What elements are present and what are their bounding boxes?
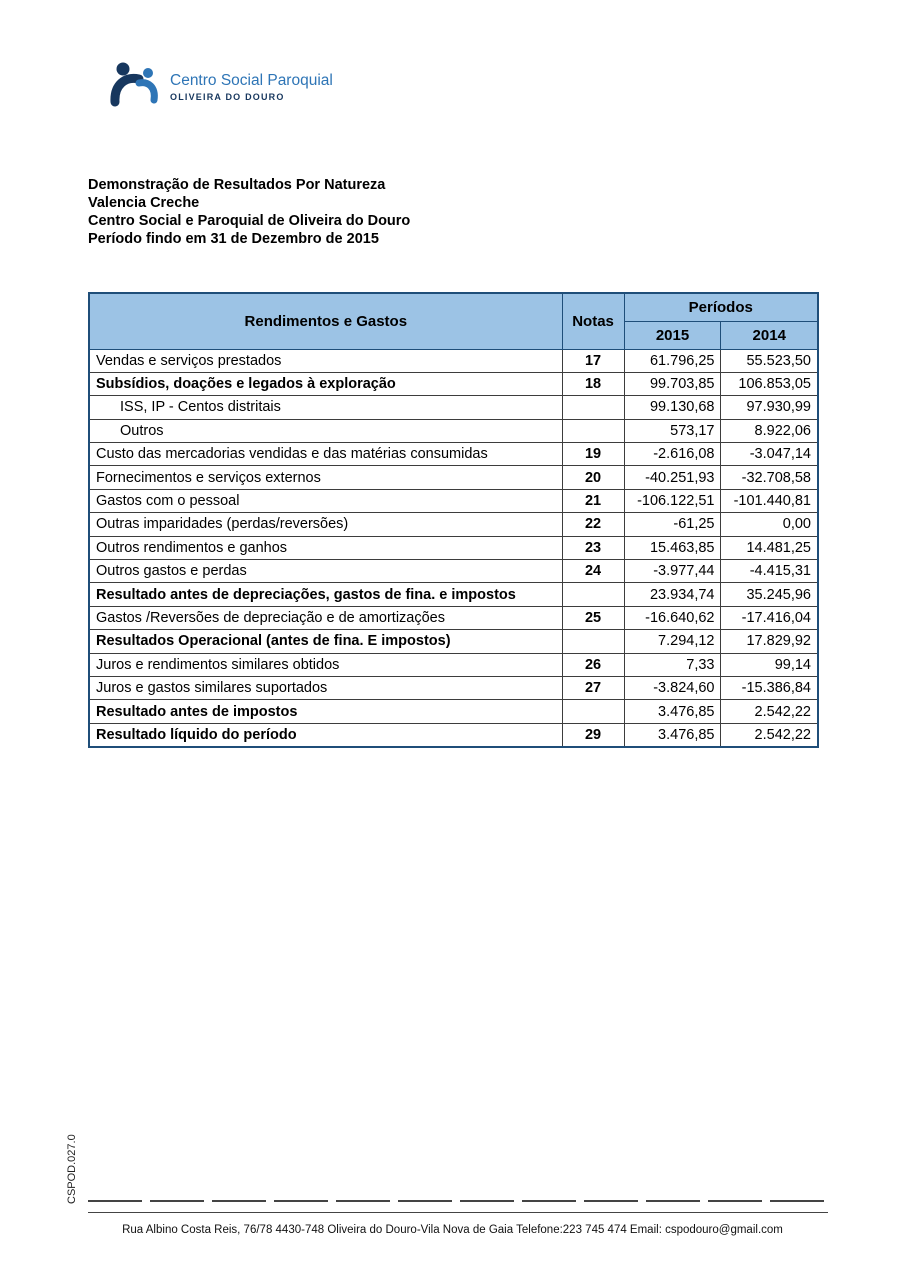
- row-label: Gastos com o pessoal: [89, 489, 562, 512]
- row-label: Outros gastos e perdas: [89, 560, 562, 583]
- row-value-2014: -3.047,14: [721, 443, 818, 466]
- table-row: [89, 630, 818, 653]
- report-title: Demonstração de Resultados Por Natureza: [88, 177, 386, 193]
- table-body: [89, 349, 818, 747]
- row-value-2015: -40.251,93: [624, 466, 721, 489]
- row-label: ISS, IP - Centos distritais: [89, 396, 562, 419]
- title-block: [88, 176, 410, 248]
- table-row: [89, 700, 818, 723]
- row-value-2014: 8.922,06: [721, 419, 818, 442]
- row-nota: 20: [562, 466, 624, 489]
- header-year-2015: 2015: [624, 321, 721, 349]
- row-label: Juros e rendimentos similares obtidos: [89, 653, 562, 676]
- table-row: [89, 653, 818, 676]
- row-label: Juros e gastos similares suportados: [89, 676, 562, 699]
- row-value-2014: 17.829,92: [721, 630, 818, 653]
- row-value-2015: 7,33: [624, 653, 721, 676]
- row-nota: [562, 583, 624, 606]
- row-nota: 24: [562, 560, 624, 583]
- row-label: Resultado antes de impostos: [89, 700, 562, 723]
- document-code: CSPOD.027.0: [66, 1134, 78, 1204]
- row-value-2014: 99,14: [721, 653, 818, 676]
- row-value-2015: -61,25: [624, 513, 721, 536]
- row-value-2014: -32.708,58: [721, 466, 818, 489]
- row-value-2014: -17.416,04: [721, 606, 818, 629]
- row-value-2015: 573,17: [624, 419, 721, 442]
- row-label: Fornecimentos e serviços externos: [89, 466, 562, 489]
- row-value-2015: -16.640,62: [624, 606, 721, 629]
- header-periodos: Períodos: [624, 293, 818, 321]
- row-value-2015: 61.796,25: [624, 349, 721, 372]
- table-row: [89, 443, 818, 466]
- row-label: Resultados Operacional (antes de fina. E impostos): [89, 630, 562, 653]
- footer-address: Rua Albino Costa Reis, 76/78 4430-748 Oliveira do Douro-Vila Nova de Gaia Telefone:223 745 474 Email: cspodouro@gmail.com: [122, 1224, 783, 1236]
- row-value-2014: 2.542,22: [721, 723, 818, 746]
- row-value-2015: 3.476,85: [624, 700, 721, 723]
- row-value-2015: -3.824,60: [624, 676, 721, 699]
- income-statement-table: [88, 292, 819, 748]
- row-value-2014: 35.245,96: [721, 583, 818, 606]
- row-value-2014: 2.542,22: [721, 700, 818, 723]
- row-nota: 18: [562, 372, 624, 395]
- table-row: [89, 466, 818, 489]
- row-value-2014: 0,00: [721, 513, 818, 536]
- header-year-2014: 2014: [721, 321, 818, 349]
- row-value-2015: 99.130,68: [624, 396, 721, 419]
- org-logo: [108, 60, 333, 115]
- report-subtitle-valencia: Valencia Creche: [88, 195, 200, 211]
- row-value-2015: 3.476,85: [624, 723, 721, 746]
- row-value-2014: 106.853,05: [721, 372, 818, 395]
- table-row: [89, 372, 818, 395]
- table-row: [89, 536, 818, 559]
- footer-solid-line: [88, 1212, 828, 1213]
- logo-people-icon: [108, 60, 162, 115]
- table-row: [89, 606, 818, 629]
- row-label: Gastos /Reversões de depreciação e de amortizações: [89, 606, 562, 629]
- row-nota: 27: [562, 676, 624, 699]
- row-nota: 23: [562, 536, 624, 559]
- row-nota: 29: [562, 723, 624, 746]
- row-nota: [562, 396, 624, 419]
- row-nota: 22: [562, 513, 624, 536]
- table-row: [89, 676, 818, 699]
- table-row: [89, 513, 818, 536]
- row-value-2015: 7.294,12: [624, 630, 721, 653]
- row-label: Outros: [89, 419, 562, 442]
- table-header: [89, 293, 818, 349]
- row-value-2014: -101.440,81: [721, 489, 818, 512]
- row-nota: 19: [562, 443, 624, 466]
- row-value-2015: -3.977,44: [624, 560, 721, 583]
- row-nota: [562, 700, 624, 723]
- logo-text: [170, 72, 333, 102]
- footer-dashed-line: [88, 1200, 828, 1202]
- row-nota: 21: [562, 489, 624, 512]
- row-value-2015: 23.934,74: [624, 583, 721, 606]
- row-label: Resultado líquido do período: [89, 723, 562, 746]
- header-rendimentos-gastos: Rendimentos e Gastos: [89, 293, 562, 349]
- report-entity: Centro Social e Paroquial de Oliveira do Douro: [88, 213, 411, 229]
- row-label: Outras imparidades (perdas/reversões): [89, 513, 562, 536]
- row-value-2015: 15.463,85: [624, 536, 721, 559]
- row-label: Subsídios, doações e legados à exploração: [89, 372, 562, 395]
- row-value-2014: 55.523,50: [721, 349, 818, 372]
- table-row: [89, 583, 818, 606]
- table-row: [89, 489, 818, 512]
- table-row: [89, 723, 818, 746]
- row-label: Outros rendimentos e ganhos: [89, 536, 562, 559]
- table-row: [89, 560, 818, 583]
- table-row: [89, 349, 818, 372]
- row-value-2014: 97.930,99: [721, 396, 818, 419]
- row-value-2014: -4.415,31: [721, 560, 818, 583]
- row-nota: [562, 630, 624, 653]
- row-value-2015: -106.122,51: [624, 489, 721, 512]
- row-nota: 26: [562, 653, 624, 676]
- row-label: Vendas e serviços prestados: [89, 349, 562, 372]
- row-label: Custo das mercadorias vendidas e das matérias consumidas: [89, 443, 562, 466]
- table-row: [89, 396, 818, 419]
- row-nota: 25: [562, 606, 624, 629]
- row-nota: [562, 419, 624, 442]
- row-nota: 17: [562, 349, 624, 372]
- table-row: [89, 419, 818, 442]
- row-value-2015: 99.703,85: [624, 372, 721, 395]
- header-notas: Notas: [562, 293, 624, 349]
- report-period: Período findo em 31 de Dezembro de 2015: [88, 231, 379, 247]
- org-name: Centro Social Paroquial: [170, 72, 333, 90]
- row-value-2014: -15.386,84: [721, 676, 818, 699]
- row-value-2015: -2.616,08: [624, 443, 721, 466]
- row-label: Resultado antes de depreciações, gastos de fina. e impostos: [89, 583, 562, 606]
- org-subname: OLIVEIRA DO DOURO: [170, 92, 285, 103]
- row-value-2014: 14.481,25: [721, 536, 818, 559]
